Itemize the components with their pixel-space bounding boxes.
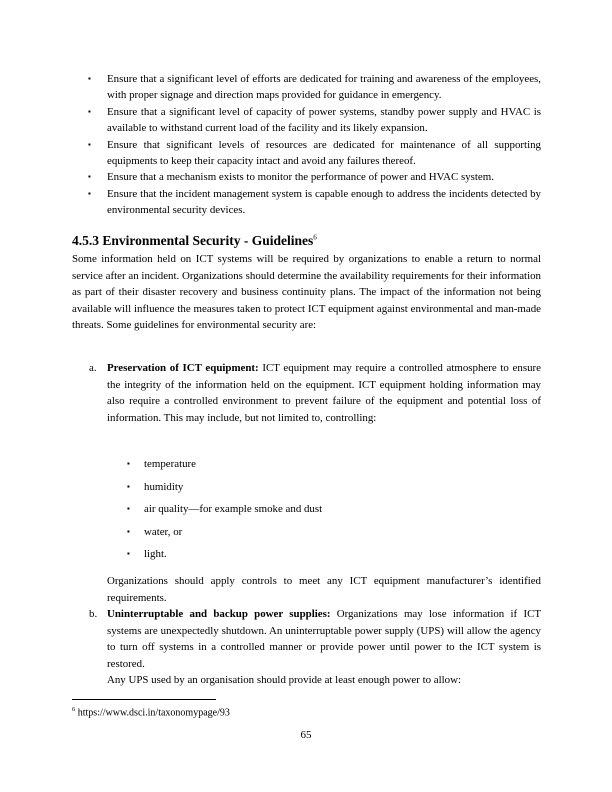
item-letter: b. <box>89 608 98 620</box>
footnote-reference[interactable]: 6 <box>313 233 317 242</box>
square-bullet-icon: ▪ <box>88 188 91 198</box>
list-item: ▪ Ensure that a significant level of capacity of power systems, standby power supply and HVAC is available to withstand current load of the facility and its likely expansion. <box>88 105 541 135</box>
footnote <box>72 703 230 720</box>
guideline-b-note: Any UPS used by an organisation should provide at least enough power to allow: <box>107 674 461 686</box>
item-letter: a. <box>89 362 97 374</box>
section-heading: 4.5.3 Environmental Security - Guidelines$^6$ <box>72 233 317 248</box>
intro-paragraph: Some information held on ICT systems will be required by organizations to enable a return to normal service after an incident. Organizations should determine the availability requirements for their information as part of their disaster recovery and business continuity plans. The impact of the information not being available will influence the measures taken to protect ICT equipment against environmental and man-made threats. Some guidelines for environmental security are: <box>72 253 541 332</box>
list-item: ▪ humidity <box>127 480 184 493</box>
guideline-a <box>72 360 541 426</box>
list-item: ▪ Ensure that a mechanism exists to monitor the performance of power and HVAC system. <box>72 169 541 185</box>
square-bullet-icon: ▪ <box>88 172 91 182</box>
list-item: ▪ water, or <box>127 525 183 538</box>
list-item: ▪ Ensure that a significant level of efforts are dedicated for training and awareness of the employees, with proper signage and direction maps provided for guidance in emergency. <box>88 73 541 102</box>
controls-list <box>127 456 322 569</box>
page-number: 65 <box>300 729 312 741</box>
guideline-title: Preservation of ICT equipment: <box>107 362 259 374</box>
guideline-text: ICT equipment may require a controlled atmosphere to ensure the integrity of the information held on the equipment. ICT equipment holding information may also require a controlled environment to prevent failure of the equipment and potential loss of information. This may include, but not limited to, controlling: <box>107 362 541 424</box>
guideline-title: Uninterruptable and backup power supplies: <box>107 608 331 620</box>
guideline-a-note: Organizations should apply controls to meet any ICT equipment manufacturer’s identified requirements. <box>107 575 541 604</box>
guideline-b <box>72 606 541 672</box>
list-item: ▪ air quality—for example smoke and dust <box>127 503 323 515</box>
square-bullet-icon: ▪ <box>127 526 130 536</box>
footnote-separator <box>72 699 216 700</box>
square-bullet-icon: ▪ <box>127 549 130 558</box>
square-bullet-icon: ▪ <box>88 74 91 83</box>
list-item: ▪ Ensure that significant levels of resources are dedicated for maintenance of all supporting equipments to keep their capacity intact and avoid any failures thereof. <box>88 138 541 168</box>
list-item: ▪ Ensure that the incident management system is capable enough to address the incidents detected by environmental security devices. <box>88 187 541 217</box>
requirements-bullet-list <box>72 71 541 219</box>
square-bullet-icon: ▪ <box>88 106 91 116</box>
square-bullet-icon: ▪ <box>127 459 130 468</box>
square-bullet-icon: ▪ <box>127 504 130 513</box>
footnote-link[interactable]: https://www.dsci.in/taxonomypage/93 <box>75 707 230 719</box>
list-item: ▪ light. <box>127 548 167 560</box>
footnote-number: 6 <box>72 706 76 713</box>
guideline-text: Organizations may lose information if ICT systems are unexpectedly shutdown. An uninterruptable power supply (UPS) will allow the agency to turn off systems in a controlled manner or provide power until power to the ICT system is restored. <box>107 608 542 670</box>
list-item: ▪ temperature <box>127 458 197 470</box>
square-bullet-icon: ▪ <box>88 139 91 149</box>
square-bullet-icon: ▪ <box>127 481 130 491</box>
